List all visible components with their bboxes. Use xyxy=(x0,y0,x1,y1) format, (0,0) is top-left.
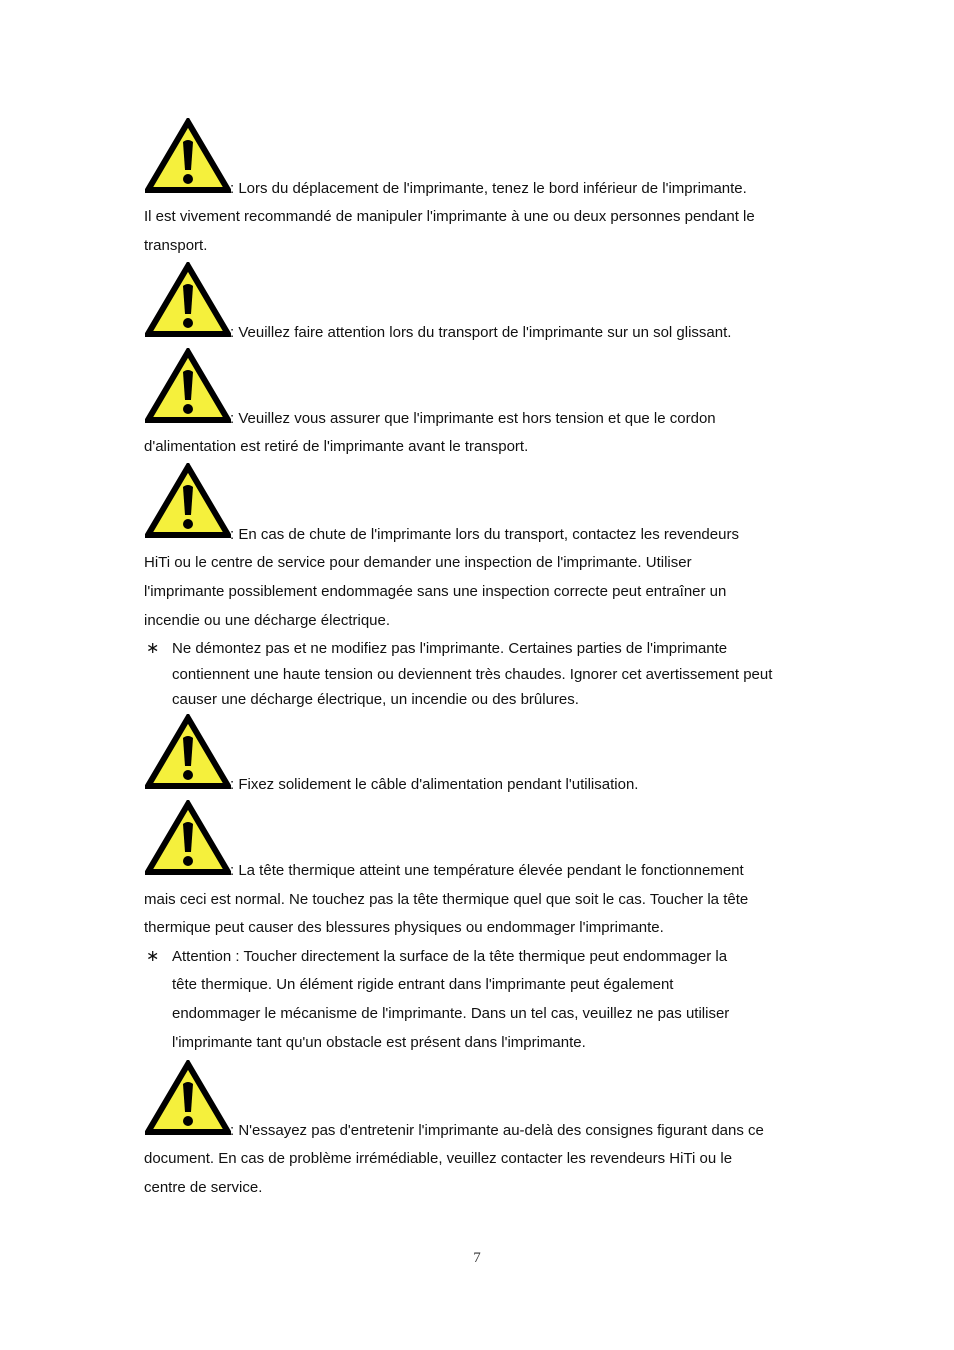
note-2-marker: ∗ xyxy=(146,948,160,965)
warning-4-line-4: incendie ou une décharge électrique. xyxy=(144,612,391,629)
page-number: 7 xyxy=(473,1250,481,1266)
note-1-line-1: Ne démontez pas et ne modifiez pas l'imprimante. Certaines parties de l'imprimante xyxy=(172,640,728,657)
warning-6-line-3: thermique peut causer des blessures physiques ou endommager l'imprimante. xyxy=(144,919,664,936)
warning-triangle-icon xyxy=(145,800,231,876)
note-1-line-3: causer une décharge électrique, un incendie ou des brûlures. xyxy=(172,691,579,708)
note-1-line-2: contiennent une haute tension ou deviennent très chaudes. Ignorer cet avertissement peut xyxy=(172,666,773,683)
note-2-line-2: tête thermique. Un élément rigide entrant dans l'imprimante peut également xyxy=(172,976,674,993)
warning-1-line-3: transport. xyxy=(144,237,208,254)
warning-7-line-2: document. En cas de problème irrémédiable, veuillez contacter les revendeurs HiTi ou le xyxy=(144,1150,733,1167)
note-1-marker: ∗ xyxy=(146,640,160,657)
note-2-line-1: Attention : Toucher directement la surface de la tête thermique peut endommager la xyxy=(172,948,728,965)
warning-7-line-1: : N'essayez pas d'entretenir l'imprimante au-delà des consignes figurant dans ce xyxy=(230,1122,764,1139)
warning-6-line-1: : La tête thermique atteint une température élevée pendant le fonctionnement xyxy=(230,862,744,879)
warning-3-line-1: : Veuillez vous assurer que l'imprimante est hors tension et que le cordon xyxy=(230,410,716,427)
warning-triangle-icon xyxy=(145,714,231,790)
warning-triangle-icon xyxy=(145,118,231,194)
warning-1-line-2: Il est vivement recommandé de manipuler l'imprimante à une ou deux personnes pendant le xyxy=(144,208,755,225)
note-2-line-3: endommager le mécanisme de l'imprimante. Dans un tel cas, veuillez ne pas utiliser xyxy=(172,1005,730,1022)
warning-4-line-1: : En cas de chute de l'imprimante lors du transport, contactez les revendeurs xyxy=(230,526,739,543)
warning-7-line-3: centre de service. xyxy=(144,1179,263,1196)
warning-5-line-1: : Fixez solidement le câble d'alimentation pendant l'utilisation. xyxy=(230,776,639,793)
warning-triangle-icon xyxy=(145,463,231,539)
warning-1-line-1: : Lors du déplacement de l'imprimante, tenez le bord inférieur de l'imprimante. xyxy=(230,180,747,197)
warning-triangle-icon xyxy=(145,262,231,338)
warning-triangle-icon xyxy=(145,1060,231,1136)
warning-4-line-2: HiTi ou le centre de service pour demander une inspection de l'imprimante. Utiliser xyxy=(144,554,692,571)
warning-6-line-2: mais ceci est normal. Ne touchez pas la tête thermique quel que soit le cas. Toucher la tête xyxy=(144,891,749,908)
warning-3-line-2: d'alimentation est retiré de l'imprimante avant le transport. xyxy=(144,438,529,455)
warning-4-line-3: l'imprimante possiblement endommagée sans une inspection correcte peut entraîner un xyxy=(144,583,727,600)
warning-2-line-1: : Veuillez faire attention lors du transport de l'imprimante sur un sol glissant. xyxy=(230,324,732,341)
note-2-line-4: l'imprimante tant qu'un obstacle est présent dans l'imprimante. xyxy=(172,1034,586,1051)
warning-triangle-icon xyxy=(145,348,231,424)
